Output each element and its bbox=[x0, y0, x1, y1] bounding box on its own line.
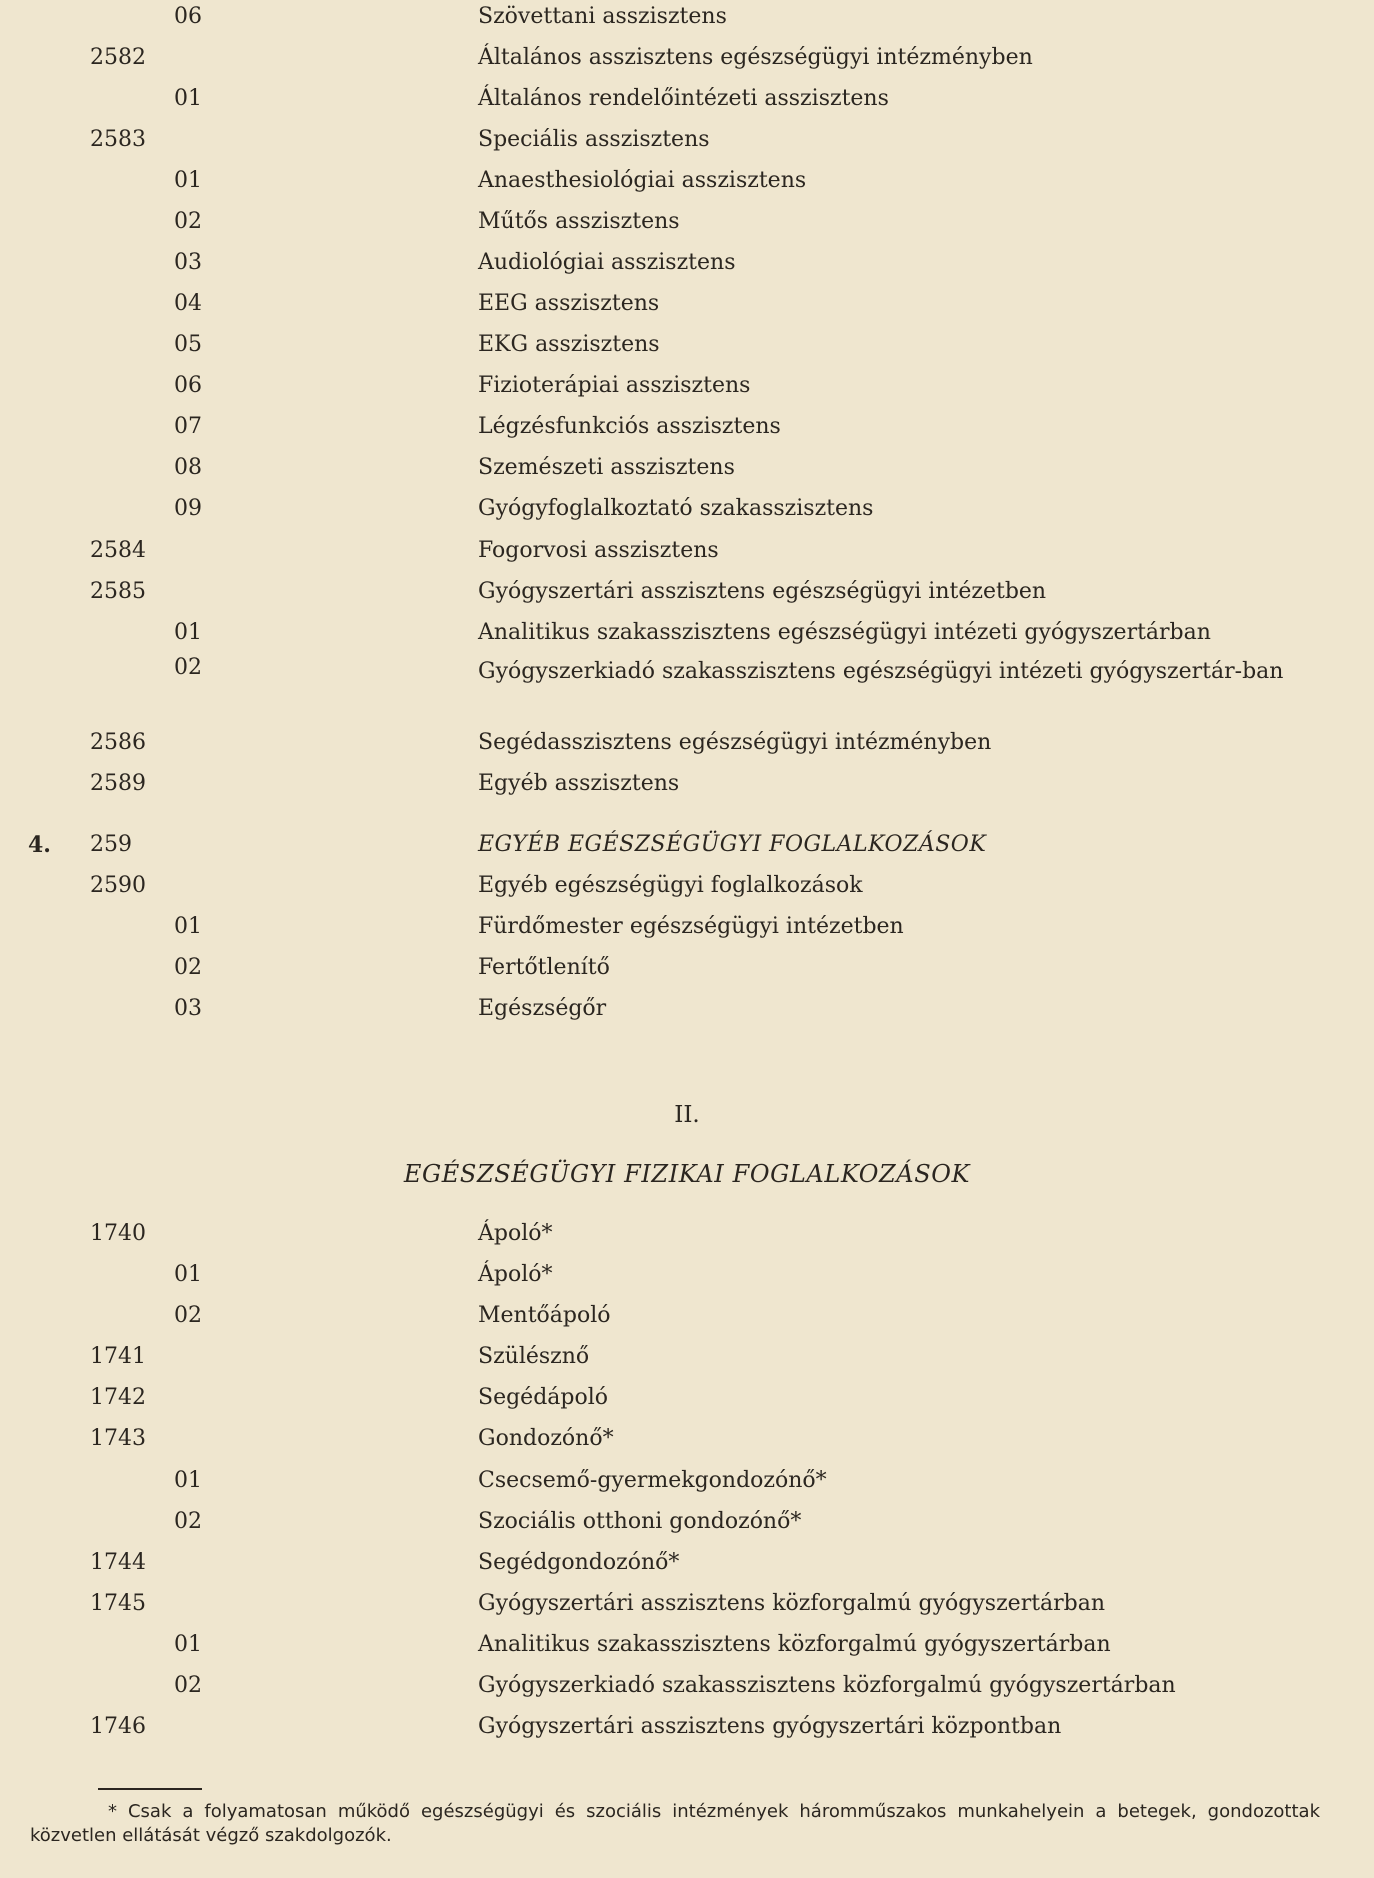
sub-code: 03 bbox=[174, 996, 202, 1021]
table-row bbox=[0, 1632, 1374, 1672]
table-row bbox=[0, 373, 1374, 413]
table-row bbox=[0, 1591, 1374, 1631]
table-row bbox=[0, 45, 1374, 85]
occupation-code: 2589 bbox=[90, 771, 146, 796]
occupation-code: 1744 bbox=[90, 1550, 146, 1575]
table-row bbox=[0, 771, 1374, 811]
sub-code: 03 bbox=[174, 250, 202, 275]
occupation-name: EGYÉB EGÉSZSÉGÜGYI FOGLALKOZÁSOK bbox=[478, 832, 987, 857]
table-row bbox=[0, 496, 1374, 536]
occupation-name: Gyógyszerkiadó szakasszisztens közforgalmú gyógyszertárban bbox=[478, 1673, 1176, 1698]
occupation-name: Ápoló* bbox=[478, 1262, 553, 1287]
table-row bbox=[0, 1468, 1374, 1508]
occupation-name: Analitikus szakasszisztens egészségügyi intézeti gyógyszertárban bbox=[478, 620, 1211, 645]
occupation-code: 1745 bbox=[90, 1591, 146, 1616]
occupation-code: 2590 bbox=[90, 873, 146, 898]
sub-code: 01 bbox=[174, 1632, 202, 1657]
occupation-code: 259 bbox=[90, 832, 132, 857]
occupation-name: EKG asszisztens bbox=[478, 332, 660, 357]
sub-code: 04 bbox=[174, 291, 202, 316]
table-row bbox=[0, 455, 1374, 495]
part-title: EGÉSZSÉGÜGYI FIZIKAI FOGLALKOZÁSOK bbox=[403, 1160, 971, 1188]
sub-code: 06 bbox=[174, 4, 202, 29]
sub-code: 02 bbox=[174, 1673, 202, 1698]
occupation-name: Gyógyszertári asszisztens egészségügyi intézetben bbox=[478, 579, 1047, 604]
occupation-name: Ápoló* bbox=[478, 1221, 553, 1246]
occupation-name: Anaesthesiológiai asszisztens bbox=[478, 168, 807, 193]
occupation-name: Csecsemő-gyermekgondozónő* bbox=[478, 1468, 827, 1493]
occupation-code: 2586 bbox=[90, 730, 146, 755]
section-number: 4. bbox=[28, 832, 51, 858]
table-row bbox=[0, 730, 1374, 770]
occupation-code: 1742 bbox=[90, 1385, 146, 1410]
sub-code: 01 bbox=[174, 168, 202, 193]
sub-code: 01 bbox=[174, 914, 202, 939]
table-row bbox=[0, 291, 1374, 331]
occupation-name: Egyéb asszisztens bbox=[478, 771, 680, 796]
table-row bbox=[0, 250, 1374, 290]
table-row bbox=[0, 1673, 1374, 1713]
table-row bbox=[0, 914, 1374, 954]
table-row bbox=[0, 4, 1374, 44]
occupation-name: Gyógyszertári asszisztens közforgalmú gyógyszertárban bbox=[478, 1591, 1106, 1616]
footnote: * Csak a folyamatosan működő egészségügyi és szociális intézmények háromműszakos munkahelyein a betegek, gondozottak közvetlen ellátását végző szakdolgozók. bbox=[30, 1801, 1320, 1846]
occupation-code: 2583 bbox=[90, 127, 146, 152]
sub-code: 09 bbox=[174, 496, 202, 521]
table-row bbox=[0, 1714, 1374, 1754]
table-row bbox=[0, 579, 1374, 619]
occupation-name: Egészségőr bbox=[478, 996, 607, 1021]
occupation-code: 1740 bbox=[90, 1221, 146, 1246]
occupation-name: Analitikus szakasszisztens közforgalmú gyógyszertárban bbox=[478, 1632, 1111, 1657]
sub-code: 02 bbox=[174, 209, 202, 234]
sub-code: 07 bbox=[174, 414, 202, 439]
table-row bbox=[0, 620, 1374, 660]
part-numeral: II. bbox=[674, 1102, 700, 1128]
occupation-name: Gyógyszertári asszisztens gyógyszertári központban bbox=[478, 1714, 1062, 1739]
sub-code: 01 bbox=[174, 620, 202, 645]
table-row bbox=[0, 209, 1374, 249]
table-row bbox=[0, 86, 1374, 126]
occupation-name: Szülésznő bbox=[478, 1344, 590, 1369]
sub-code: 02 bbox=[174, 1303, 202, 1328]
table-row bbox=[0, 1426, 1374, 1466]
occupation-name: Általános rendelőintézeti asszisztens bbox=[478, 86, 889, 111]
occupation-name: Fogorvosi asszisztens bbox=[478, 538, 719, 563]
sub-code: 08 bbox=[174, 455, 202, 480]
table-row bbox=[0, 1550, 1374, 1590]
table-row bbox=[0, 955, 1374, 995]
occupation-code: 1741 bbox=[90, 1344, 146, 1369]
occupation-name: Szemészeti asszisztens bbox=[478, 455, 735, 480]
table-row bbox=[0, 127, 1374, 167]
occupation-name: Speciális asszisztens bbox=[478, 127, 710, 152]
table-row bbox=[0, 996, 1374, 1036]
sub-code: 01 bbox=[174, 86, 202, 111]
section-heading-row bbox=[0, 832, 1374, 872]
table-row bbox=[0, 332, 1374, 372]
table-row bbox=[0, 873, 1374, 913]
occupation-name: Fertőtlenítő bbox=[478, 955, 610, 980]
occupation-name: Általános asszisztens egészségügyi intézményben bbox=[478, 45, 1033, 70]
table-row bbox=[0, 1385, 1374, 1425]
sub-code: 01 bbox=[174, 1468, 202, 1493]
occupation-name: Segédgondozónő* bbox=[478, 1550, 680, 1575]
table-row bbox=[0, 538, 1374, 578]
occupation-name: Segédasszisztens egészségügyi intézményben bbox=[478, 730, 992, 755]
table-row bbox=[0, 1262, 1374, 1302]
occupation-name: Mentőápoló bbox=[478, 1303, 611, 1328]
occupation-name: Egyéb egészségügyi foglalkozások bbox=[478, 873, 863, 898]
sub-code: 02 bbox=[174, 955, 202, 980]
occupation-name: Gyógyszerkiadó szakasszisztens egészségügyi intézeti gyógyszertár-ban bbox=[478, 659, 1284, 684]
occupation-name: EEG asszisztens bbox=[478, 291, 660, 316]
occupation-code: 2585 bbox=[90, 579, 146, 604]
sub-code: 05 bbox=[174, 332, 202, 357]
sub-code: 02 bbox=[174, 655, 202, 680]
sub-code: 01 bbox=[174, 1262, 202, 1287]
table-row bbox=[0, 1303, 1374, 1343]
table-row bbox=[0, 414, 1374, 454]
occupation-code: 2582 bbox=[90, 45, 146, 70]
occupation-name: Segédápoló bbox=[478, 1385, 609, 1410]
occupation-name: Gyógyfoglalkoztató szakasszisztens bbox=[478, 496, 874, 521]
sub-code: 06 bbox=[174, 373, 202, 398]
table-row bbox=[0, 655, 1374, 695]
table-row bbox=[0, 1221, 1374, 1261]
occupation-name: Szociális otthoni gondozónő* bbox=[478, 1509, 802, 1534]
occupation-name: Műtős asszisztens bbox=[478, 209, 680, 234]
occupation-code: 2584 bbox=[90, 538, 146, 563]
table-row bbox=[0, 1344, 1374, 1384]
occupation-name: Fizioterápiai asszisztens bbox=[478, 373, 751, 398]
occupation-name: Gondozónő* bbox=[478, 1426, 614, 1451]
table-row bbox=[0, 168, 1374, 208]
footnote-rule bbox=[98, 1788, 202, 1790]
sub-code: 02 bbox=[174, 1509, 202, 1534]
occupation-name: Légzésfunkciós asszisztens bbox=[478, 414, 781, 439]
occupation-code: 1743 bbox=[90, 1426, 146, 1451]
table-row bbox=[0, 1509, 1374, 1549]
occupation-name: Audiológiai asszisztens bbox=[478, 250, 736, 275]
occupation-name: Szövettani asszisztens bbox=[478, 4, 727, 29]
occupation-name: Fürdőmester egészségügyi intézetben bbox=[478, 914, 904, 939]
occupation-code: 1746 bbox=[90, 1714, 146, 1739]
